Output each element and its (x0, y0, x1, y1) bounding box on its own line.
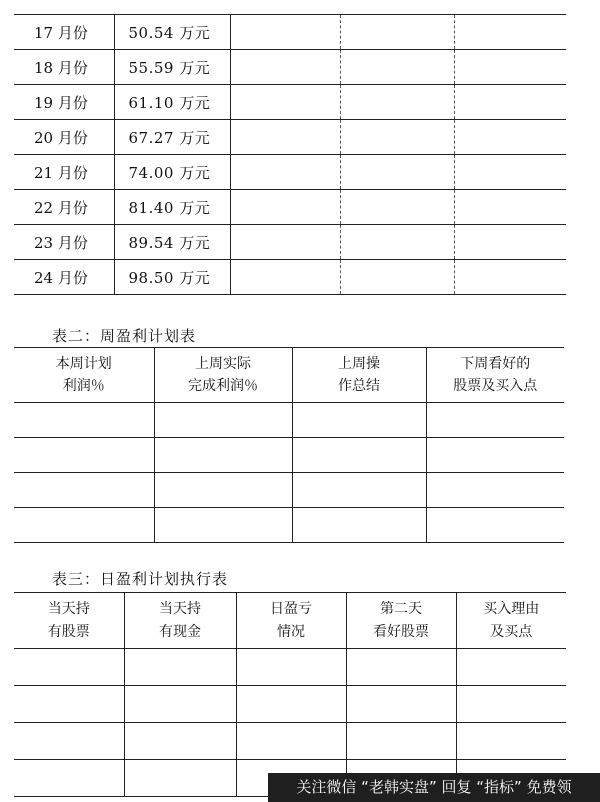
empty-cell (340, 225, 454, 260)
empty-cell (236, 686, 346, 723)
weekly-profit-plan-table (14, 347, 564, 543)
empty-cell (154, 508, 292, 543)
amount-cell: 98.50 万元 (114, 260, 230, 295)
month-cell: 19 月份 (14, 85, 114, 120)
month-cell: 18 月份 (14, 50, 114, 85)
amount-cell: 81.40 万元 (114, 190, 230, 225)
amount-cell: 61.10 万元 (114, 85, 230, 120)
empty-cell (230, 120, 340, 155)
empty-cell (456, 686, 566, 723)
empty-cell (340, 15, 454, 50)
empty-cell (154, 473, 292, 508)
empty-cell (292, 438, 426, 473)
empty-cell (124, 686, 236, 723)
empty-cell (236, 649, 346, 686)
empty-cell (454, 190, 566, 225)
table-row (14, 190, 566, 225)
table-row (14, 438, 564, 473)
empty-cell (346, 723, 456, 760)
empty-cell (124, 723, 236, 760)
empty-cell (340, 260, 454, 295)
table-row (14, 508, 564, 543)
empty-cell (230, 260, 340, 295)
empty-cell (230, 225, 340, 260)
empty-cell (14, 649, 124, 686)
table-row (14, 85, 566, 120)
amount-cell: 67.27 万元 (114, 120, 230, 155)
amount-cell: 55.59 万元 (114, 50, 230, 85)
empty-cell (426, 473, 564, 508)
column-header: 当天持 有股票 (14, 593, 124, 649)
month-cell: 24 月份 (14, 260, 114, 295)
table-row (14, 403, 564, 438)
empty-cell (292, 508, 426, 543)
empty-cell (346, 686, 456, 723)
empty-cell (456, 723, 566, 760)
table-row (14, 15, 566, 50)
column-header: 买入理由 及买点 (456, 593, 566, 649)
column-header: 上周实际 完成利润％ (154, 348, 292, 403)
table-row (14, 723, 566, 760)
month-cell: 21 月份 (14, 155, 114, 190)
column-header: 下周看好的 股票及买入点 (426, 348, 564, 403)
empty-cell (230, 155, 340, 190)
table-row (14, 686, 566, 723)
empty-cell (426, 438, 564, 473)
empty-cell (230, 190, 340, 225)
empty-cell (230, 85, 340, 120)
amount-cell: 74.00 万元 (114, 155, 230, 190)
empty-cell (14, 473, 154, 508)
table-row (14, 649, 566, 686)
empty-cell (426, 403, 564, 438)
empty-cell (154, 403, 292, 438)
empty-cell (426, 508, 564, 543)
empty-cell (154, 438, 292, 473)
daily-profit-execution-table (14, 592, 566, 797)
month-cell: 20 月份 (14, 120, 114, 155)
table-row (14, 260, 566, 295)
table-row (14, 225, 566, 260)
month-cell: 22 月份 (14, 190, 114, 225)
table3-caption: 表三：日盈利计划执行表 (52, 570, 229, 588)
empty-cell (14, 403, 154, 438)
amount-cell: 89.54 万元 (114, 225, 230, 260)
empty-cell (340, 190, 454, 225)
empty-cell (454, 155, 566, 190)
month-cell: 23 月份 (14, 225, 114, 260)
empty-cell (456, 649, 566, 686)
table2-caption: 表二：周盈利计划表 (52, 327, 197, 345)
empty-cell (340, 85, 454, 120)
empty-cell (346, 649, 456, 686)
empty-cell (340, 120, 454, 155)
header-row (14, 593, 566, 649)
empty-cell (454, 50, 566, 85)
watermark-banner: 关注微信 “老韩实盘” 回复 “指标” 免费领 (268, 773, 600, 802)
table-row (14, 120, 566, 155)
empty-cell (124, 760, 236, 797)
empty-cell (14, 723, 124, 760)
empty-cell (454, 15, 566, 50)
empty-cell (14, 438, 154, 473)
empty-cell (454, 225, 566, 260)
column-header: 本周计划 利润％ (14, 348, 154, 403)
empty-cell (14, 760, 124, 797)
empty-cell (340, 155, 454, 190)
empty-cell (236, 723, 346, 760)
empty-cell (14, 686, 124, 723)
empty-cell (230, 15, 340, 50)
column-header: 上周操 作总结 (292, 348, 426, 403)
column-header: 当天持 有现金 (124, 593, 236, 649)
table-row (14, 473, 564, 508)
empty-cell (124, 649, 236, 686)
empty-cell (292, 473, 426, 508)
empty-cell (454, 85, 566, 120)
header-row (14, 348, 564, 403)
monthly-profit-table (14, 14, 566, 295)
amount-cell: 50.54 万元 (114, 15, 230, 50)
empty-cell (14, 508, 154, 543)
table-row (14, 155, 566, 190)
month-cell: 17 月份 (14, 15, 114, 50)
empty-cell (230, 50, 340, 85)
empty-cell (292, 403, 426, 438)
empty-cell (454, 120, 566, 155)
table-row (14, 50, 566, 85)
column-header: 日盈亏 情况 (236, 593, 346, 649)
empty-cell (340, 50, 454, 85)
column-header: 第二天 看好股票 (346, 593, 456, 649)
empty-cell (454, 260, 566, 295)
